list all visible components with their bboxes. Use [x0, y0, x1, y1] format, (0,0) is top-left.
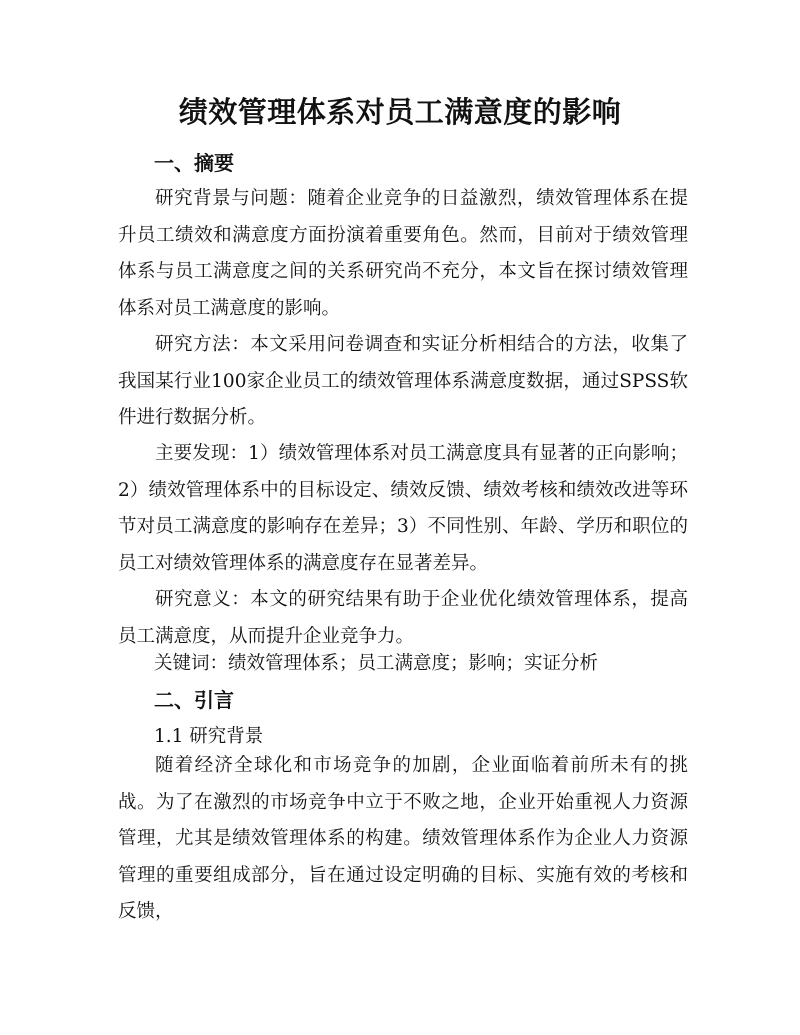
- section-heading-introduction: 二、引言: [154, 688, 234, 712]
- section-heading-abstract: 一、摘要: [154, 151, 234, 175]
- abstract-significance-paragraph: 研究意义：本文的研究结果有助于企业优化绩效管理体系，提高员工满意度，从而提升企业竞争力。: [118, 589, 688, 647]
- abstract-method-paragraph: 研究方法：本文采用问卷调查和实证分析相结合的方法，收集了我国某行业100家企业员工的绩效管理体系满意度数据，通过SPSS软件进行数据分析。: [118, 334, 688, 429]
- abstract-findings-paragraph: 主要发现：1）绩效管理体系对员工满意度具有显著的正向影响；2）绩效管理体系中的目标设定、绩效反馈、绩效考核和绩效改进等环节对员工满意度的影响存在差异；3）不同性别、年龄、学历和职位的员工对绩效管理体系的满意度存在显著差异。: [118, 443, 688, 574]
- abstract-background-paragraph: 研究背景与问题：随着企业竞争的日益激烈，绩效管理体系在提升员工绩效和满意度方面扮演着重要角色。然而，目前对于绩效管理体系与员工满意度之间的关系研究尚不充分，本文旨在探讨绩效管理体系对员工满意度的影响。: [118, 188, 688, 319]
- subsection-heading-1-1: 1.1 研究背景: [154, 726, 264, 747]
- document-title: 绩效管理体系对员工满意度的影响: [178, 95, 622, 129]
- introduction-paragraph: 随着经济全球化和市场竞争的加剧，企业面临着前所未有的挑战。为了在激烈的市场竞争中立于不败之地，企业开始重视人力资源管理，尤其是绩效管理体系的构建。绩效管理体系作为企业人力资源管理的重要组成部分，旨在通过设定明确的目标、实施有效的考核和反馈，: [118, 755, 688, 923]
- keywords-line: 关键词：绩效管理体系；员工满意度；影响；实证分析: [154, 653, 599, 674]
